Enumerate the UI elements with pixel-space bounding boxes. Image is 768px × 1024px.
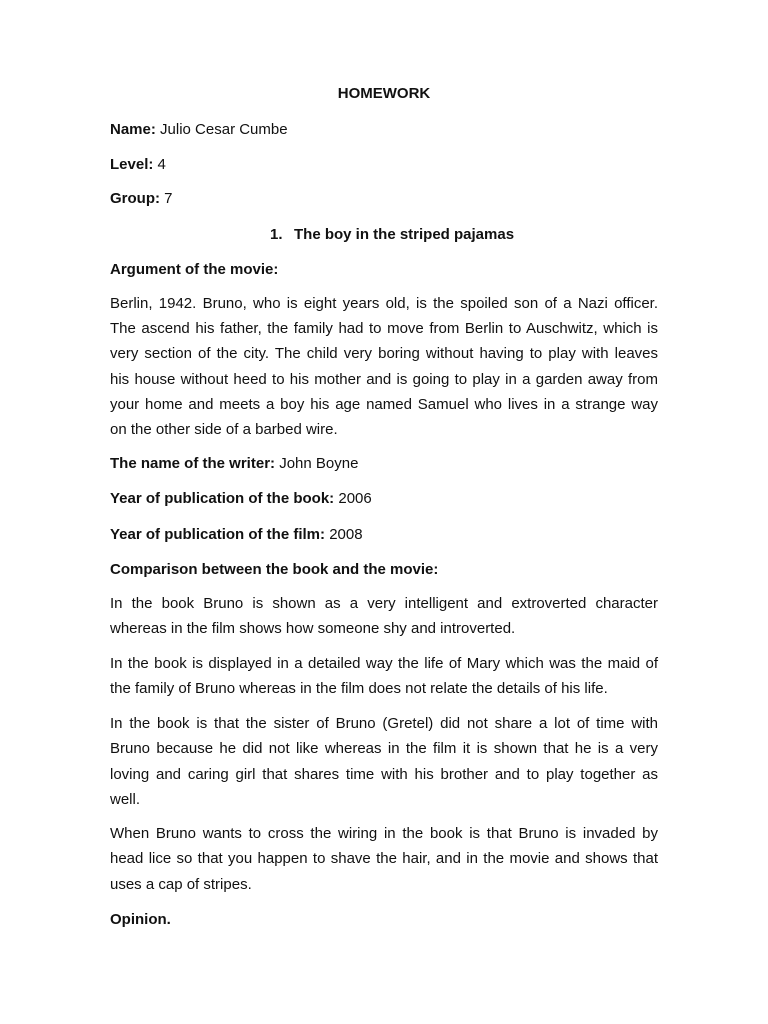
argument-line: on the other side of a barbed wire. [110,421,338,438]
book-year-value: 2006 [338,490,372,507]
comparison-line: Bruno because he did not like whereas in the film it is shown that he is a very [110,740,658,757]
comparison-line: uses a cap of stripes. [110,876,252,893]
argument-line: your home and meets a boy his age named Samuel who lives in a strange way [110,396,658,413]
argument-line: his house without heed to his mother and is going to play in a garden away from [110,371,658,388]
comparison-line: the family of Bruno whereas in the film does not relate the details of his life. [110,680,608,697]
comparison-line: whereas in the film shows how someone shy and introverted. [110,620,516,637]
comparison-heading: Comparison between the book and the movie: [110,561,439,578]
group-line [110,190,658,208]
comparison-line: In the book Bruno is shown as a very intelligent and extroverted character [110,595,658,612]
opinion-heading: Opinion. [110,911,171,928]
group-label: Group: [110,190,160,207]
comparison-line: loving and caring girl that shares time with his brother and to play together as [110,766,658,783]
argument-heading: Argument of the movie: [110,261,279,278]
level-value: 4 [157,156,166,173]
section-title: The boy in the striped pajamas [294,226,515,243]
level-line [110,156,658,174]
name-label: Name: [110,121,156,138]
section-heading [270,226,660,244]
writer-line [110,455,658,473]
name-value: Julio Cesar Cumbe [160,121,288,138]
section-number: 1. [270,226,283,243]
argument-line: Berlin, 1942. Bruno, who is eight years old, is the spoiled son of a Nazi officer. [110,295,658,312]
name-line [110,121,658,139]
film-year-value: 2008 [329,526,363,543]
comparison-line: In the book is displayed in a detailed way the life of Mary which was the maid of [110,655,658,672]
comparison-line: well. [110,791,141,808]
document-title: HOMEWORK [337,85,431,102]
film-year-line [110,526,658,544]
argument-line: very section of the city. The child very boring without having to play with leaves [110,345,658,362]
comparison-line: head lice so that you happen to shave the hair, and in the movie and shows that [110,850,658,867]
writer-value: John Boyne [279,455,359,472]
group-value: 7 [164,190,173,207]
argument-line: The ascend his father, the family had to move from Berlin to Auschwitz, which is [110,320,658,337]
comparison-line: When Bruno wants to cross the wiring in the book is that Bruno is invaded by [110,825,658,842]
book-year-label: Year of publication of the book: [110,490,335,507]
book-year-line [110,490,658,508]
film-year-label: Year of publication of the film: [110,526,326,543]
level-label: Level: [110,156,154,173]
comparison-line: In the book is that the sister of Bruno (Gretel) did not share a lot of time with [110,715,658,732]
writer-label: The name of the writer: [110,455,276,472]
